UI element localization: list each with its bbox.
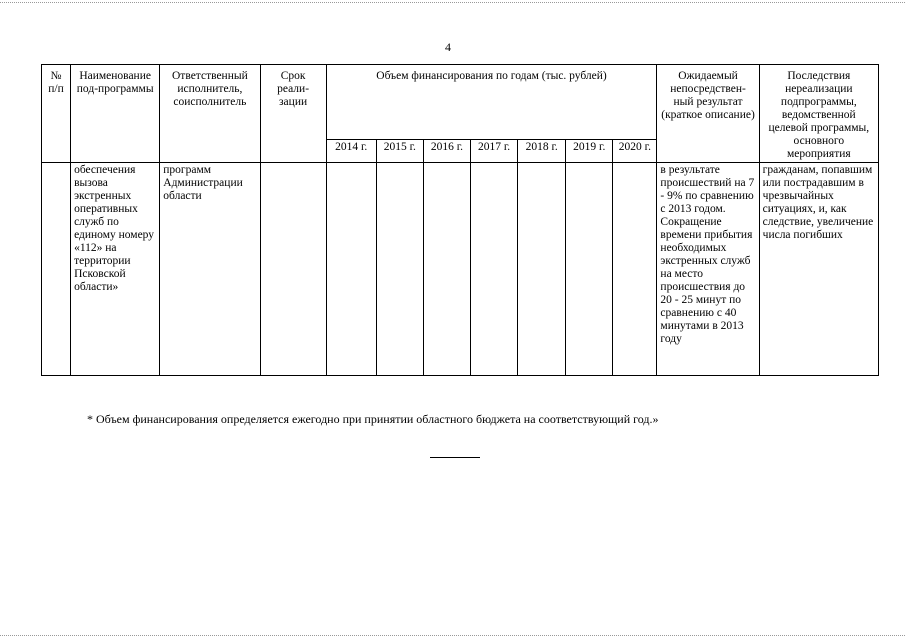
scan-edge-bottom bbox=[0, 635, 905, 636]
header-year: 2019 г. bbox=[566, 140, 613, 163]
footnote: * Объем финансирования определяется ежегодно при принятии областного бюджета на соответствующий год.» bbox=[87, 412, 659, 426]
scan-edge-top bbox=[0, 2, 905, 3]
cell-term bbox=[260, 163, 326, 376]
cell-year-value bbox=[470, 163, 517, 376]
cell-year-value bbox=[613, 163, 657, 376]
header-name: Наименование под-программы bbox=[71, 65, 160, 163]
header-financing: Объем финансирования по годам (тыс. рублей) bbox=[326, 65, 657, 140]
header-expected-result: Ожидаемый непосредствен-ный результат (краткое описание) bbox=[657, 65, 759, 163]
header-year: 2018 г. bbox=[518, 140, 566, 163]
header-year: 2017 г. bbox=[470, 140, 517, 163]
cell-year-value bbox=[326, 163, 376, 376]
cell-year-value bbox=[566, 163, 613, 376]
header-consequences: Последствия нереализации подпрограммы, ведомственной целевой программы, основного мероприятия bbox=[759, 65, 878, 163]
header-responsible: Ответственный исполнитель, соисполнитель bbox=[160, 65, 260, 163]
header-term: Срок реали-зации bbox=[260, 65, 326, 163]
page-number: 4 bbox=[445, 40, 451, 54]
cell-year-value bbox=[423, 163, 470, 376]
end-rule bbox=[430, 457, 480, 458]
header-year: 2020 г. bbox=[613, 140, 657, 163]
cell-responsible: программ Администрации области bbox=[160, 163, 260, 376]
header-year: 2015 г. bbox=[376, 140, 423, 163]
cell-year-value bbox=[376, 163, 423, 376]
table-row bbox=[42, 163, 879, 376]
cell-year-value bbox=[518, 163, 566, 376]
header-year: 2016 г. bbox=[423, 140, 470, 163]
financing-table bbox=[41, 64, 879, 376]
cell-consequences: гражданам, попавшим или пострадавшим в чрезвычайных ситуациях, и, как следствие, увеличение числа погибших bbox=[759, 163, 878, 376]
cell-num bbox=[42, 163, 71, 376]
header-year: 2014 г. bbox=[326, 140, 376, 163]
header-num: № п/п bbox=[42, 65, 71, 163]
cell-name: обеспечения вызова экстренных оперативных служб по единому номеру «112» на территории Псковской области» bbox=[71, 163, 160, 376]
table-header-row bbox=[42, 65, 879, 140]
cell-expected-result: в результате происшествий на 7 - 9% по сравнению с 2013 годом. Сокращение времени прибытия необходимых экстренных служб на место происшествия до 20 - 25 минут по сравнению с 40 минутами в 2013 году bbox=[657, 163, 759, 376]
